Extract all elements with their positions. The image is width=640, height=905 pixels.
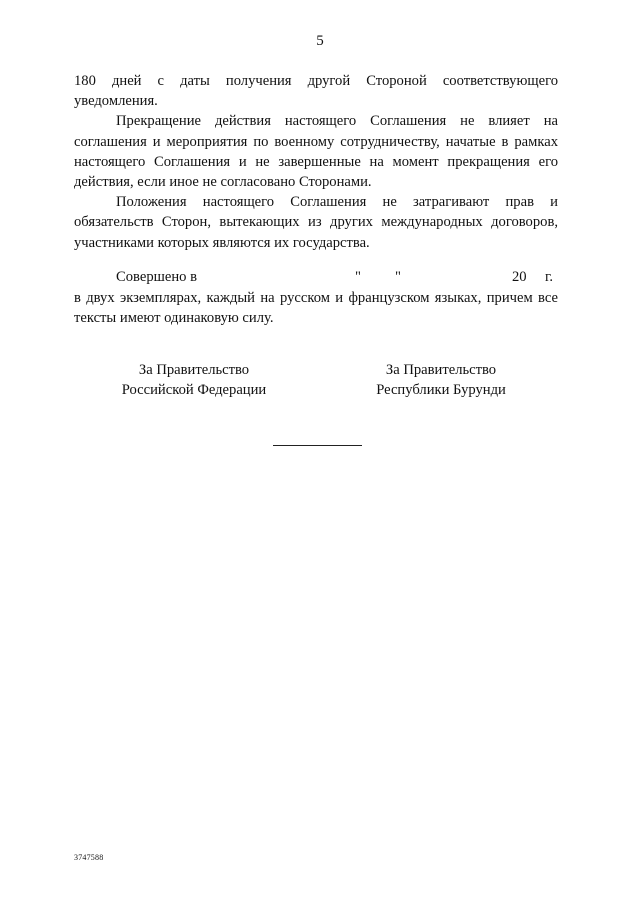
signature-russia-line1: За Правительство	[138, 362, 250, 378]
signature-burundi-line2: Республики Бурунди	[376, 382, 506, 399]
signature-russia-line2: Российской Федерации	[121, 382, 267, 399]
year-suffix: г.	[545, 269, 553, 285]
paragraph-termination-period: 180 дней с даты получения другой Стороной соответствующего уведомления.	[74, 73, 558, 110]
done-at-line	[74, 267, 558, 287]
signature-block-burundi	[331, 360, 551, 400]
date-quote-close: "	[395, 269, 401, 285]
date-quote-open: "	[355, 269, 361, 285]
paragraph-other-treaties: Положения настоящего Соглашения не затрагивают прав и обязательств Сторон, вытекающих из других международных договоров, участниками которых являются их государства.	[74, 194, 558, 251]
copies-statement: в двух экземплярах, каждый на русском и французском языках, причем все тексты имеют одинаковую силу.	[74, 290, 558, 327]
done-at-label: Совершено в	[116, 269, 197, 285]
page-number: 5	[316, 33, 324, 49]
signature-block-russia	[84, 360, 304, 400]
document-code: 3747588	[74, 853, 104, 862]
end-separator-line	[273, 445, 362, 446]
year-prefix: 20	[512, 269, 527, 285]
agreement-body	[74, 71, 558, 253]
paragraph-termination-effect: Прекращение действия настоящего Соглашения не влияет на соглашения и мероприятия по военному сотрудничеству, начатые в рамках настоящего Соглашения и не завершенные на момент прекращения его действия, если иное не согласовано Сторонами.	[74, 113, 558, 191]
signature-burundi-line1: За Правительство	[385, 362, 497, 378]
